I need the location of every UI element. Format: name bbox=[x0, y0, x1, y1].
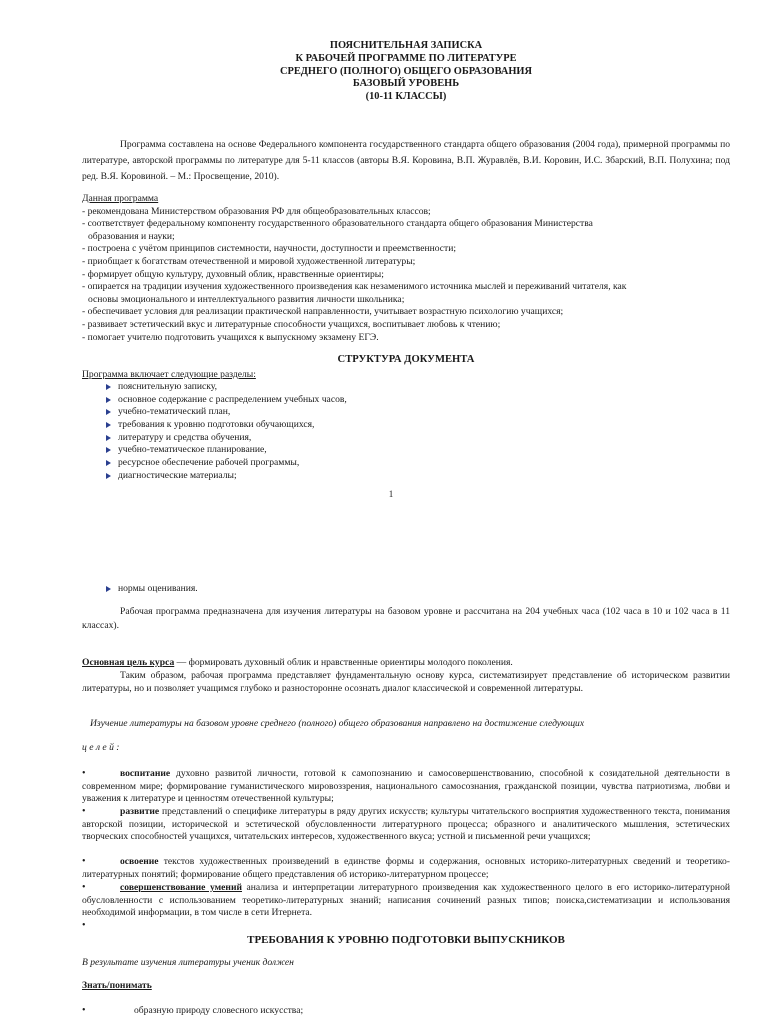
structure-title: СТРУКТУРА ДОКУМЕНТА bbox=[337, 354, 475, 365]
program-item: - обеспечивает условия для реализации практической направленности, учитывает возрастную психологию учащихся; bbox=[82, 306, 564, 318]
header-line-4: БАЗОВЫЙ УРОВЕНЬ bbox=[352, 78, 460, 90]
structure-item: учебно-тематический план, bbox=[82, 406, 730, 419]
goal-item bbox=[82, 882, 730, 920]
structure-item: ресурсное обеспечение рабочей программы, bbox=[82, 457, 730, 470]
program-list bbox=[82, 193, 730, 344]
program-item: - помогает учителю подготовить учащихся к выпускному экзамену ЕГЭ. bbox=[82, 331, 379, 343]
structure-item: литературу и средства обучения, bbox=[82, 432, 730, 445]
know-heading: Знать/понимать bbox=[82, 980, 152, 991]
goal-term: освоение bbox=[120, 856, 159, 867]
header-line-1: ПОЯСНИТЕЛЬНАЯ ЗАПИСКА bbox=[329, 40, 483, 51]
main-goal-label: Основная цель курса bbox=[82, 657, 175, 668]
structure-item: диагностические материалы; bbox=[82, 470, 730, 483]
program-item: - опирается на традиции изучения художественного произведения как незаменимого источника мыслей и переживаний читателя, как bbox=[82, 281, 627, 293]
requirements-item-text: образную природу словесного искусства; bbox=[134, 1005, 304, 1016]
program-heading: Данная программа bbox=[82, 193, 159, 204]
structure-list-continued bbox=[82, 583, 730, 596]
structure-item: основное содержание с распределением учебных часов, bbox=[82, 394, 730, 407]
program-item: образования и науки; bbox=[88, 230, 175, 242]
goal-item bbox=[82, 856, 730, 881]
goal-term: воспитание bbox=[120, 768, 171, 779]
requirements-title: ТРЕБОВАНИЯ К УРОВНЮ ПОДГОТОВКИ ВЫПУСКНИКОВ bbox=[247, 934, 565, 946]
structure-item: учебно-тематическое планирование, bbox=[82, 444, 730, 457]
header-line-2: К РАБОЧЕЙ ПРОГРАММЕ ПО ЛИТЕРАТУРЕ bbox=[295, 52, 517, 64]
goal-text: духовно развитой личности, готовой к самопознанию и самосовершенствованию, способной к созидательной деятельности в современном мире; формирование гуманистического мировоззрения, национального самосознания, гражданской позиции, чувства патриотизма, любви и уважения к литературе и ценностям отечественной культуры; bbox=[82, 768, 730, 805]
page-number: 1 bbox=[388, 489, 394, 499]
goal-term: развитие bbox=[120, 806, 160, 817]
hours-paragraph: Рабочая программа предназначена для изучения литературы на базовом уровне и рассчитана на 204 учебных часа (102 часа в 10 и 102 часа в 11 классах). bbox=[82, 606, 730, 631]
requirements-intro: В результате изучения литературы ученик должен bbox=[82, 957, 294, 968]
goal-item bbox=[82, 768, 730, 806]
bullet: • bbox=[82, 806, 86, 817]
goals-intro: Изучение литературы на базовом уровне среднего (полного) общего образования направлено на достижение следующих bbox=[90, 718, 585, 729]
bullet: • bbox=[82, 856, 86, 867]
goal-item bbox=[82, 920, 730, 933]
program-item: - формирует общую культуру, духовный облик, нравственные ориентиры; bbox=[82, 268, 384, 280]
goal-text: текстов художественных произведений в единстве формы и содержания, основных историко-литературных сведений и теоретико-литературных понятий; формирование общего представления об историко-литературном процессе; bbox=[82, 856, 730, 880]
main-goal-text: — формировать духовный облик и нравственные ориентиры молодого поколения. bbox=[174, 657, 513, 668]
program-item: основы эмоционального и интеллектуального развития личности школьника; bbox=[88, 293, 405, 305]
main-goal bbox=[82, 657, 730, 670]
bullet: • bbox=[82, 1005, 86, 1016]
header-line-3: СРЕДНЕГО (ПОЛНОГО) ОБЩЕГО ОБРАЗОВАНИЯ bbox=[279, 65, 533, 77]
document-header bbox=[82, 40, 730, 104]
goal-text: анализа и интерпретации литературного произведения как художественного целого в его историко-литературной обусловленности с использованием теоретико-литературных знаний; написания сочинений разных типов; поиска,систематизации и использования необходимой информации, в том числе в сети Итернета. bbox=[82, 882, 730, 919]
intro-paragraph: Программа составлена на основе Федерального компонента государственного стандарта общего образования (2004 года), примерной программы по литературе, авторской программы по литературе для 5-11 классов (авторы В.Я. Коровина, В.П. Журавлёв, В.И. Коровин, И.С. Збарский, В.П. Полухина; под ред. В.Я. Коровиной. – М.: Просвещение, 2010). bbox=[82, 139, 730, 182]
bullet: • bbox=[82, 768, 86, 779]
goal-item bbox=[82, 806, 730, 844]
program-item: - приобщает к богатствам отечественной и мировой художественной литературы; bbox=[82, 255, 416, 267]
goal-term: совершенствование умений bbox=[120, 882, 242, 893]
program-item: - рекомендована Министерством образования РФ для общеобразовательных классов; bbox=[82, 205, 431, 217]
program-item: - построена с учётом принципов системности, научности, доступности и преемственности; bbox=[82, 243, 457, 255]
main-goal-paragraph: Таким образом, рабочая программа представляет фундаментальную основу курса, систематизирует представление об историческом развитии литературы, но и позволяет учащимся глубоко и разносторонне осознать диалог классической и современной литературы. bbox=[82, 670, 730, 694]
bullet: • bbox=[82, 882, 86, 893]
goals-word: ц е л е й : bbox=[82, 742, 120, 753]
structure-item: пояснительную записку, bbox=[82, 381, 730, 394]
structure-intro: Программа включает следующие разделы: bbox=[82, 369, 256, 380]
structure-list bbox=[82, 381, 730, 483]
header-line-5: (10-11 КЛАССЫ) bbox=[365, 91, 447, 103]
goal-text: представлений о специфике литературы в ряду других искусств; культуры читательского восприятия художественного текста, понимания авторской позиции, исторической и эстетической обусловленности литературного процесса; образного и аналитического мышления, эстетических творческих способностей учащихся, читательских интересов, художественного вкуса; устной и письменной речи учащихся; bbox=[82, 806, 730, 843]
program-item: - развивает эстетический вкус и литературные способности учащихся, воспитывает любовь к чтению; bbox=[82, 318, 501, 330]
program-item: - соответствует федеральному компоненту государственного образовательного стандарта общего образования Министерства bbox=[82, 218, 593, 230]
bullet: • bbox=[82, 920, 86, 931]
structure-item: нормы оценивания. bbox=[82, 583, 730, 596]
structure-item: требования к уровню подготовки обучающихся, bbox=[82, 419, 730, 432]
requirements-item bbox=[82, 1005, 730, 1018]
